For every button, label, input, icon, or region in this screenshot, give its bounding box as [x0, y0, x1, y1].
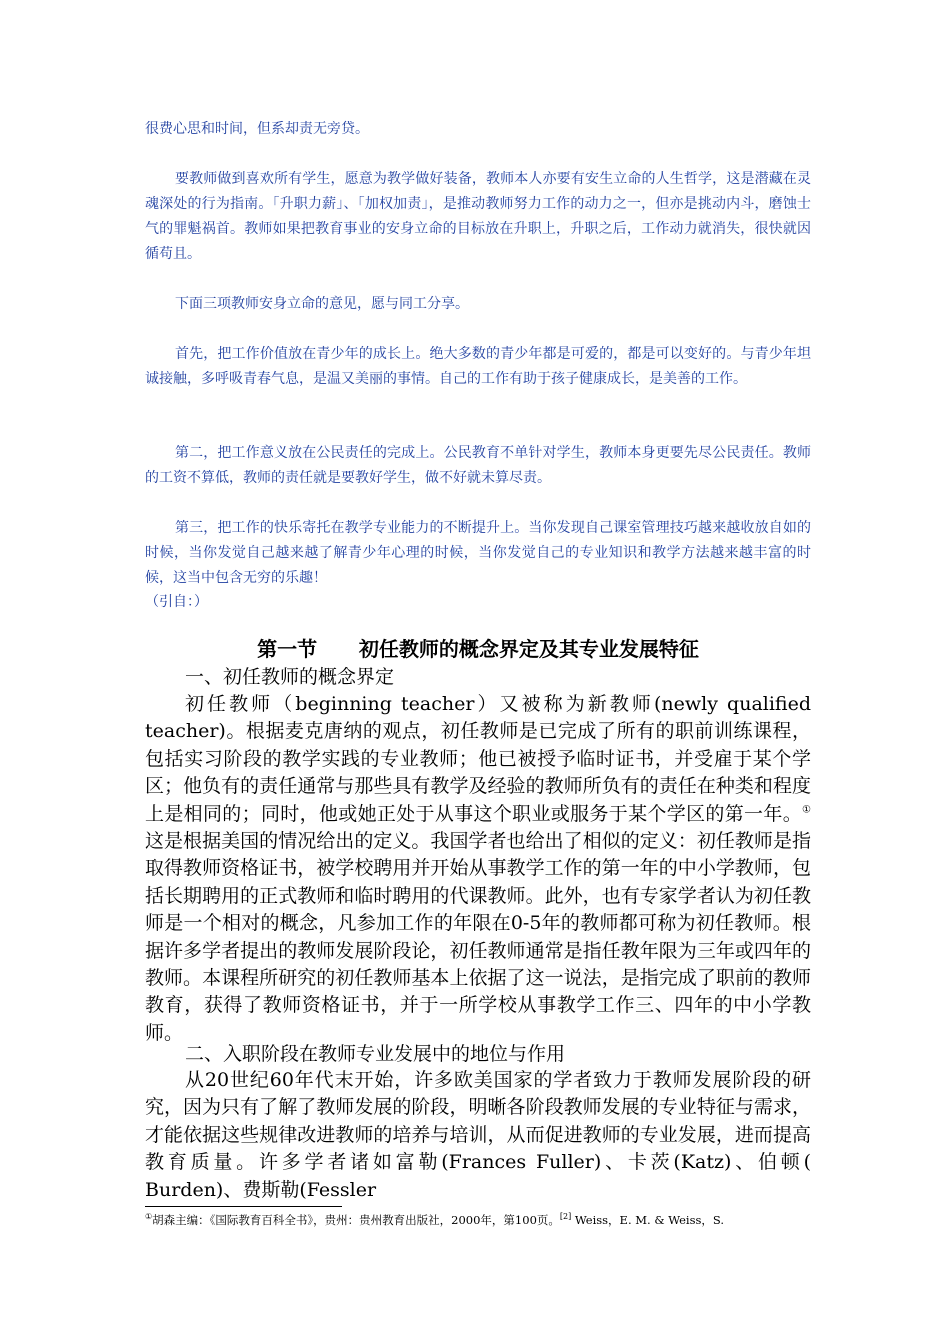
footnote-text: 胡森主编：《国际教育百科全书》，贵州：贵州教育出版社，2000年，第100页。	[152, 1213, 560, 1227]
quote-paragraph-4: 首先，把工作价值放在青少年的成长上。绝大多数的青少年都是可爱的，都是可以变好的。与青少年坦诚接触，多呼吸青春气息，是温又美丽的事情。自己的工作有助于孩子健康成长，是美善的工作。	[145, 346, 811, 387]
quote-paragraph-3: 下面三项教师安身立命的意见，愿与同工分享。	[175, 296, 469, 312]
footnote-mark: ①	[145, 1212, 153, 1222]
quote-paragraph-2: 要教师做到喜欢所有学生，愿意为教学做好装备，教师本人亦要有安生立命的人生哲学，这是潜藏在灵魂深处的行为指南。「升职力薪」、「加权加责」，是推动教师努力工作的动力之一，但亦是挑动内斗，磨蚀士气的罪魁祸首。教师如果把教育事业的安身立命的目标放在升职上，升职之后，工作动力就消失，很快就因循苟且。	[145, 171, 811, 262]
body-paragraph-2: 从20世纪60年代末开始，许多欧美国家的学者致力于教师发展阶段的研究，因为只有了解了教师发展的阶段，明晰各阶段教师发展的专业特征与需求，才能依据这些规律改进教师的培养与培训，从而促进教师的专业发展，进而提高教育质量。许多学者诸如富勒(Frances Fuller)、卡茨(Katz)、伯顿( Burden)、费斯勒(Fessler	[145, 1069, 811, 1201]
quote-paragraph-6: 第三，把工作的快乐寄托在教学专业能力的不断提升上。当你发现自己课室管理技巧越来越收放自如的时候，当你发觉自己越来越了解青少年心理的时候，当你发觉自己的专业知识和教学方法越来越丰富的时候，这当中包含无穷的乐趣！	[145, 520, 811, 586]
section-title: 第一节 初任教师的概念界定及其专业发展特征	[257, 637, 699, 661]
footnote-reference[interactable]: ①	[802, 804, 811, 816]
body-paragraph-1	[145, 691, 811, 1047]
footnote-separator	[145, 1206, 342, 1207]
paragraph-text: 初任教师（beginning teacher）又被称为新教师(newly qualified teacher)。根据麦克唐纳的观点，初任教师是已完成了所有的职前训练课程，包括实习阶段的教学实践的专业教师；他已被授予临时证书，并受雇于某个学区；他负有的责任通常与那些具有教学及经验的教师所负有的责任在种类和程度上是相同的；同时，他或她正处于从事这个职业或服务于某个学区的第一年。	[145, 693, 811, 825]
subheading-2: 二、入职阶段在教师专业发展中的地位与作用	[185, 1043, 566, 1065]
footnote-text: Weiss，E. M. & Weiss，S.	[571, 1213, 725, 1227]
quote-citation: （引自：）	[145, 594, 208, 610]
subheading-1: 一、初任教师的概念界定	[185, 666, 395, 688]
footnote	[145, 1212, 811, 1228]
footnote-mark: [2]	[559, 1212, 572, 1222]
paragraph-text: 这是根据美国的情况给出的定义。我国学者也给出了相似的定义：初任教师是指取得教师资格证书，被学校聘用并开始从事教学工作的第一年的中小学教师，包括长期聘用的正式教师和临时聘用的代课教师。此外，也有专家学者认为初任教师是一个相对的概念，凡参加工作的年限在0-5年的教师都可称为初任教师。根据许多学者提出的教师发展阶段论，初任教师通常是指任教年限为三年或四年的教师。本课程所研究的初任教师基本上依据了这一说法，是指完成了职前的教师教育，获得了教师资格证书，并于一所学校从事教学工作三、四年的中小学教师。	[145, 830, 811, 1044]
quote-paragraph-1: 很费心思和时间，但系却责无旁贷。	[145, 121, 369, 137]
quote-paragraph-5: 第二，把工作意义放在公民责任的完成上。公民教育不单针对学生，教师本身更要先尽公民责任。教师的工资不算低，教师的责任就是要教好学生，做不好就未算尽责。	[145, 445, 811, 486]
